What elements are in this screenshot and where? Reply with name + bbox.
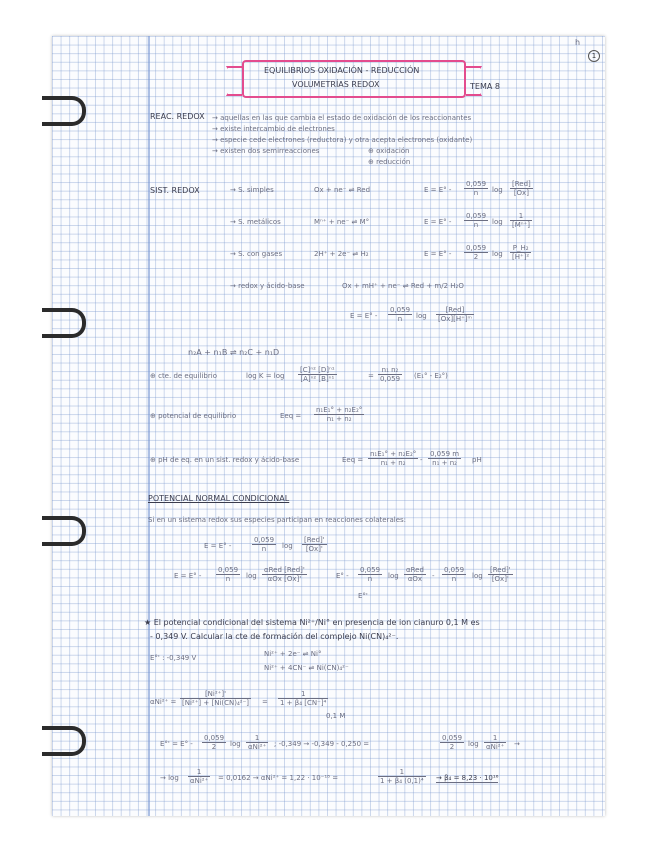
log-label: log: [246, 572, 257, 580]
ph-tail: pH: [472, 456, 482, 464]
final-result: → β₄ = 8,23 · 10¹⁶: [436, 774, 499, 782]
half-reaction: Ni²⁺ + 2e⁻ ⇌ Ni°: [264, 650, 322, 658]
log-label: log: [416, 312, 427, 320]
sist-redox-label: SIST. REDOX: [150, 186, 200, 195]
reac-redox-line: → aquellas en las que cambia el estado de oxidación de los reaccionantes: [212, 114, 472, 122]
corner-mark: h: [575, 38, 581, 47]
k-fraction: $\frac{\text{[C]ⁿ² [D]ⁿ¹}}{\text{[A]ⁿ² [B]ⁿ¹}}$: [300, 366, 335, 383]
calc-fraction: $\frac{0,059}{2}$: [442, 734, 463, 751]
final-step-2: = 0,0162 → αNi²⁺ = 1,22 · 10⁻¹⁸ =: [218, 774, 339, 782]
ph-fraction: $\frac{\text{n₁E₁° + n₂E₂°}}{\text{n₁ + n₂}}$: [370, 450, 417, 467]
calc-log-fraction: 1 αNi²⁺: [248, 734, 267, 751]
concentration-note: 0,1 M: [326, 712, 346, 720]
cond-eq2: E = E° -: [174, 572, 202, 580]
cond-log-fraction: [Red]' [Ox]': [304, 536, 325, 553]
redox-type: → redox y ácido-base: [230, 282, 305, 290]
nernst-fraction: $\frac{0,059}{n}$: [466, 180, 487, 197]
final-log-fraction: 1 αNi²⁺: [190, 768, 209, 785]
exercise-statement: - 0,349 V. Calcular la cte de formación del complejo Ni(CN)₄²⁻.: [150, 632, 399, 641]
cond-fraction: $\frac{0,059}{n}$: [360, 566, 381, 583]
reac-redox-line: → existe intercambio de electrones: [212, 125, 335, 133]
pot-label: ⊕ potencial de equilibrio: [150, 412, 237, 420]
cond-eq1: E = E° -: [204, 542, 232, 550]
section-heading: POTENCIAL NORMAL CONDICIONAL: [148, 494, 290, 503]
log-fraction: $\frac{\text{P\_H₂}}{\text{[H⁺]²}}$: [512, 244, 530, 261]
cond-log-fraction: αRed αOx: [406, 566, 424, 583]
topic-label: TEMA 8: [470, 82, 500, 91]
k-label: ⊕ cte. de equilibrio: [150, 372, 217, 380]
semi-reduction: ⊕ reducción: [368, 158, 411, 166]
general-reaction: n₂A + n₁B ⇌ n₂C + n₁D: [188, 348, 280, 357]
log-label: log: [472, 572, 483, 580]
ph-eq: Eeq =: [342, 456, 364, 464]
equals: =: [262, 698, 268, 706]
given-potential: E°' : -0,349 V: [150, 654, 197, 662]
cond-fraction: $\frac{0,059}{n}$: [254, 536, 275, 553]
log-label: log: [468, 740, 479, 748]
redox-reaction: Ox + ne⁻ ⇌ Red: [314, 186, 371, 194]
redox-type: → S. con gases: [230, 250, 283, 258]
alpha-fraction: $\frac{\text{[Ni²⁺]'}}{\text{[Ni²⁺] + [Ni(CN)₄²⁻]}}$: [182, 690, 249, 707]
redox-reaction: Ox + mH⁺ + ne⁻ ⇌ Red + m/2 H₂O: [342, 282, 464, 290]
binder-ring: [42, 308, 86, 338]
page-subtitle: VOLUMETRÍAS REDOX: [292, 80, 380, 89]
reac-redox-line: → existen dos semirreacciones: [212, 147, 320, 155]
redox-reaction: 2H⁺ + 2e⁻ ⇌ H₂: [314, 250, 369, 258]
cond-eq2-b: E° -: [336, 572, 349, 580]
reac-redox-label: REAC. REDOX: [150, 112, 205, 121]
conditional-note: Si en un sistema redox sus especies participan en reacciones colaterales:: [148, 516, 407, 524]
calc-fraction: $\frac{0,059}{2}$: [204, 734, 225, 751]
nernst-eq: E = E° -: [350, 312, 378, 320]
binder-ring: [42, 516, 86, 546]
log-label: log: [492, 250, 503, 258]
redox-type: → S. metálicos: [230, 218, 281, 226]
nernst-eq: E = E° -: [424, 186, 452, 194]
calc-log-fraction: 1 αNi²⁺: [486, 734, 505, 751]
page-title: EQUILIBRIOS OXIDACIÓN - REDUCCIÓN: [264, 66, 420, 75]
nernst-fraction: $\frac{0,059}{2}$: [466, 244, 487, 261]
cond-log-fraction: αRed [Red]' αOx [Ox]': [264, 566, 305, 583]
log-fraction: $\frac{1}{\text{[Mⁿ⁺]}}$: [512, 212, 530, 229]
k-tail: (E₁° - E₂°): [414, 372, 448, 380]
log-label: log: [230, 740, 241, 748]
complex-reaction: Ni²⁺ + 4CN⁻ ⇌ Ni(CN)₄²⁻: [264, 664, 349, 672]
exercise-statement: ★ El potencial condicional del sistema Ni²⁺/Ni° en presencia de ion cianuro 0,1 M es: [144, 618, 480, 627]
cond-fraction: $\frac{0,059}{n}$: [444, 566, 465, 583]
arrow: →: [514, 740, 520, 748]
log-fraction: [Red] [Ox][H⁺]ᵐ: [438, 306, 472, 323]
k-eq: log K = log: [246, 372, 285, 380]
cond-minus: -: [432, 572, 435, 580]
page-number: 1: [588, 50, 600, 62]
final-fraction: $\frac{1}{\text{1 + β₄ (0,1)⁴}}$: [380, 768, 424, 785]
redox-type: → S. simples: [230, 186, 274, 194]
cond-potential-label: E°': [358, 592, 368, 600]
pot-eq: Eeq =: [280, 412, 302, 420]
log-label: log: [388, 572, 399, 580]
equals: =: [368, 372, 374, 380]
notebook-page: [52, 36, 605, 816]
pot-fraction: $\frac{\text{n₁E₁° + n₂E₂°}}{\text{n₁ + n₂}}$: [316, 406, 363, 423]
cond-fraction: $\frac{0,059}{n}$: [218, 566, 239, 583]
log-fraction: [Red] [Ox]: [512, 180, 531, 197]
k-fraction-2: $\frac{\text{n₁ n₂}}{0,059}$: [380, 366, 401, 383]
binder-ring: [42, 726, 86, 756]
final-step: → log: [160, 774, 179, 782]
reac-redox-line: → especie cede electrones (reductora) y otra acepta electrones (oxidante): [212, 136, 473, 144]
calc-step: ; -0,349 → -0,349 - 0,250 =: [274, 740, 370, 748]
log-label: log: [282, 542, 293, 550]
binder-ring: [42, 96, 86, 126]
nernst-fraction: $\frac{0,059}{n}$: [390, 306, 411, 323]
log-label: log: [492, 218, 503, 226]
cond-log-fraction: [Red]' [Ox]': [490, 566, 511, 583]
alpha-label: αNi²⁺ =: [150, 698, 177, 706]
redox-reaction: Mⁿ⁺ + ne⁻ ⇌ M°: [314, 218, 370, 226]
ph-fraction-2: $\frac{0,059 m}{\text{n₁ + n₂}}$: [430, 450, 460, 467]
nernst-eq: E = E° -: [424, 218, 452, 226]
nernst-eq: E = E° -: [424, 250, 452, 258]
ph-minus: -: [420, 456, 423, 464]
log-label: log: [492, 186, 503, 194]
calc-eq: E°' = E° -: [160, 740, 193, 748]
nernst-fraction: $\frac{0,059}{n}$: [466, 212, 487, 229]
ph-label: ⊕ pH de eq. en un sist. redox y ácido-base: [150, 456, 300, 464]
alpha-fraction-2: $\frac{1}{\text{1 + β₄ [CN⁻]⁴}}$: [280, 690, 327, 707]
semi-oxidation: ⊕ oxidación: [368, 147, 410, 155]
